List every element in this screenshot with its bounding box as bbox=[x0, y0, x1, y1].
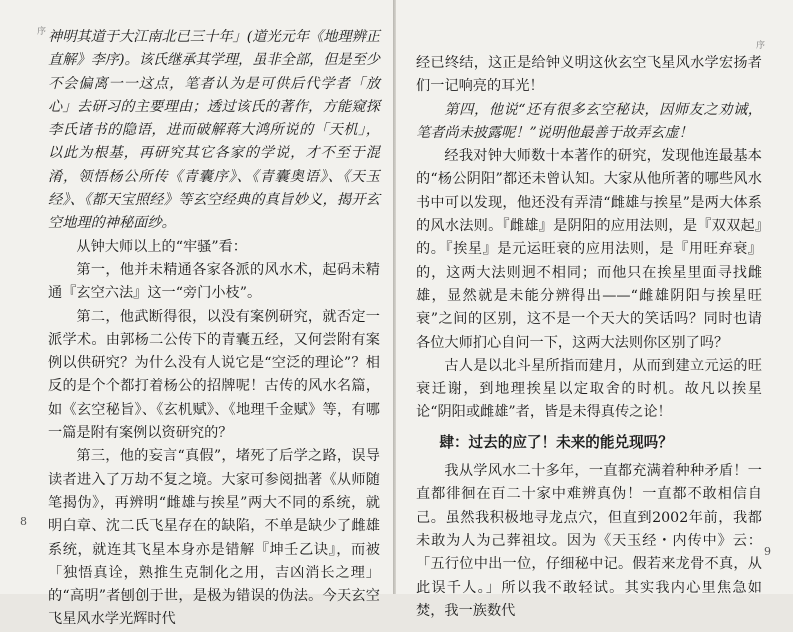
left-paragraph-1: 神明其道于大江南北已三十年」(道光元年《地理辨正直解》李序)。该氏继承其学理，虽非全部，但是至少不会偏离一一这点，笔者认为是可供后代学者「放心」去研习的主要理由；透过该氏的著作，方能窥探李氏诸书的隐语，进而破解蒋大鸿所说的「天机」，以此为根基，再研究其它各家的学说，才不至于混淆，领悟杨公所传《青囊序》、《青囊奥语》、《天玉经》、《都天宝照经》等玄空经典的真旨妙义，揭开玄空地理的神秘面纱。 bbox=[48, 29, 380, 232]
section-heading: 肆：过去的应了！未来的能兑现吗？ bbox=[439, 433, 673, 451]
left-page-number: 8 bbox=[20, 515, 27, 528]
left-page bbox=[0, 0, 394, 628]
right-page-header: 序 bbox=[754, 40, 764, 50]
left-page-body bbox=[48, 26, 380, 632]
left-paragraph-3: 第一，他并未精通各家各派的风水术，起码未精通『玄空六法』这一“旁门小枝”。 bbox=[48, 261, 380, 302]
right-page-body bbox=[416, 52, 762, 623]
left-paragraph-5: 第三，他的妄言“真假”，堵死了后学之路，误导读者进入了万劫不复之境。大家可参阅拙著《从师随笔揭伪》，再辨明“雌雄与挨星”两大不同的系统，就明白章、沈二氏飞星存在的缺陷，不单是缺少了雌雄系统，就连其飞星本身亦是错解『坤壬乙诀』，而被「独悟真诠，熟推生克制化之用，吉凶消长之理」的“高明”者刨创于世，是极为错误的伪法。今天玄空飞星风水学光辉时代 bbox=[48, 448, 380, 628]
right-paragraph-5: 我从学风水二十多年，一直都充满着种种矛盾！一直都徘徊在百二十家中难辨真伪！一直都不敢相信自己。虽然我积极地寻龙点穴，但直到2002年前，我都未敢为人为己葬祖坟。因为《天玉经・内传中》云：「五行位中出一位，仔细秘中记。假若来龙骨不真，从此误千人。」所以我不敢轻试。其实我内心里焦急如焚，我一族数代 bbox=[416, 463, 762, 619]
right-paragraph-3: 经我对钟大师数十本著作的研究，发现他连最基本的“杨公阴阳”都还未曾认知。大家从他所著的哪些风水书中可以发现，他还没有弄清“雌雄与挨星”是两大体系的风水法则。『雌雄』是阴阳的应用法则，是『双双起』的。『挨星』是元运旺衰的应用法则，是『用旺弃衰』的，这两大法则迥不相同；而他只在挨星里面寻找雌雄，显然就是未能分辨得出——“雌雄阴阳与挨星旺衰”之间的区别，这不是一个天大的笑话吗？同时也请各位大师扪心自问一下，这两大法则你区别了吗？ bbox=[416, 148, 762, 351]
right-page bbox=[396, 0, 793, 619]
left-paragraph-2: 从钟大师以上的“牢骚”看： bbox=[76, 238, 247, 255]
left-paragraph-4: 第二，他武断得很，以没有案例研究，就否定一派学术。由郭杨二公传下的青囊五经，又何尝附有案例以供研究？为什么没有人说它是“空泛的理论”？相反的是个个都打着杨公的招牌呢！古传的风水名篇，如《玄空秘旨》、《玄机赋》、《地理千金赋》等，有哪一篇是附有案例以资研究的？ bbox=[48, 308, 380, 442]
left-page-header: 序 bbox=[35, 26, 45, 36]
right-paragraph-1: 经已终结，这正是给钟义明这伙玄空飞星风水学宏扬者们一记响亮的耳光！ bbox=[416, 55, 762, 95]
right-paragraph-4: 古人是以北斗星所指而建月，从而到建立元运的旺衰迁谢，到地理挨星以定取舍的时机。故凡以挨星论“阴阳或雌雄”者，皆是未得真传之论！ bbox=[416, 357, 762, 421]
right-paragraph-2: 第四，他说“还有很多玄空秘诀，因师友之劝诫，笔者尚未披露呢！”说明他最善于故弄玄虚！ bbox=[416, 101, 762, 141]
right-page-number: 9 bbox=[764, 545, 771, 558]
